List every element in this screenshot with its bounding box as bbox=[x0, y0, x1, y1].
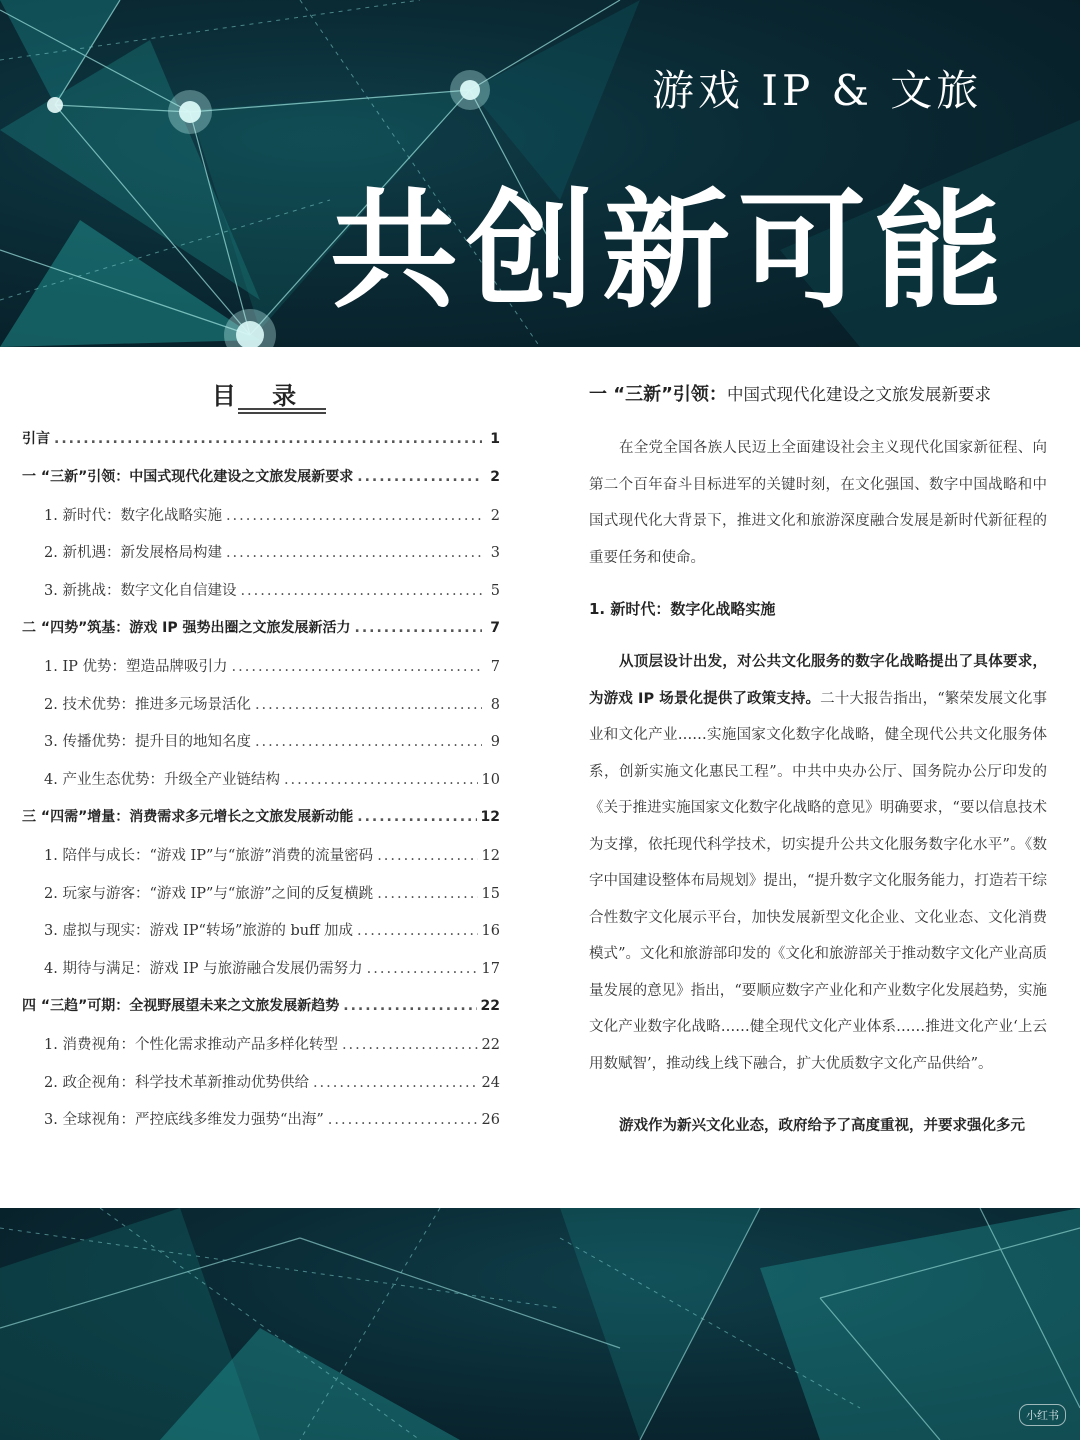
toc-entry-label: 4. 产业生态优势：升级全产业链结构 bbox=[44, 772, 280, 788]
toc-leader-dots bbox=[357, 469, 482, 485]
toc-page-number: 22 bbox=[481, 1037, 500, 1053]
toc-leader-dots bbox=[232, 659, 482, 675]
toc-page-number: 26 bbox=[481, 1112, 500, 1128]
toc-entry-label: 四 “三趋”可期：全视野展望未来之文旅发展新趋势 bbox=[22, 998, 340, 1014]
toc-leader-dots bbox=[226, 545, 482, 561]
toc-leader-dots bbox=[377, 848, 477, 864]
body-paragraph-continued bbox=[589, 1108, 1047, 1145]
toc-leader-dots bbox=[367, 961, 478, 977]
toc-entry-label: 2. 技术优势：推进多元场景活化 bbox=[44, 697, 251, 713]
toc-leader-dots bbox=[313, 1075, 478, 1091]
toc-page-number: 22 bbox=[480, 998, 500, 1014]
toc-page-number: 17 bbox=[481, 961, 500, 977]
body-paragraph bbox=[589, 644, 1047, 1082]
toc-entry-label: 2. 玩家与游客：“游戏 IP”与“旅游”之间的反复横跳 bbox=[44, 886, 374, 902]
toc-section-row[interactable] bbox=[22, 428, 500, 454]
toc-page-number: 8 bbox=[490, 697, 500, 713]
toc-entry-label: 三 “四需”增量：消费需求多元增长之文旅发展新动能 bbox=[22, 809, 354, 825]
body-paragraph-lead: 从顶层设计出发，对公共文化服务的数字化战略提出了具体要求，为游戏 IP 场景化提供了政策支持。 bbox=[589, 654, 1047, 707]
banner-subtitle: 游戏 IP & 文旅 bbox=[652, 66, 983, 115]
section-heading-rest: 中国式现代化建设之文旅发展新要求 bbox=[726, 385, 991, 404]
toc-page-number: 5 bbox=[490, 583, 500, 599]
banner-title: 共创新可能 bbox=[330, 177, 1011, 326]
toc-entry-label: 一 “三新”引领：中国式现代化建设之文旅发展新要求 bbox=[22, 469, 354, 485]
toc-subsection-row[interactable] bbox=[22, 655, 500, 681]
toc-page-number: 12 bbox=[480, 809, 500, 825]
toc-entry-label: 3. 传播优势：提升目的地知名度 bbox=[44, 734, 251, 750]
toc-entry-label: 3. 新挑战：数字文化自信建设 bbox=[44, 583, 237, 599]
toc-subsection-row[interactable] bbox=[22, 504, 500, 530]
toc-leader-dots bbox=[343, 998, 476, 1014]
toc-entry-label: 4. 期待与满足：游戏 IP 与旅游融合发展仍需努力 bbox=[44, 961, 363, 977]
toc-section-row[interactable] bbox=[22, 806, 500, 832]
section-heading bbox=[589, 380, 1049, 406]
toc-subsection-row[interactable] bbox=[22, 693, 500, 719]
body-paragraph-text: 二十大报告指出，“繁荣发展文化事业和文化产业……实施国家文化数字化战略，健全现代公共文化服务体系，创新实施文化惠民工程”。中共中央办公厅、国务院办公厅印发的《关于推进实施国家文化数字化战略的意见》明确要求，“要以信息技术为支撑，依托现代科学技术，切实提升公共文化服务数字化水平”。《数字中国建设整体布局规划》提出，“提升数字文化服务能力，打造若干综合性数字文化展示平台，加快发展新型文化企业、文化业态、文化消费模式”。文化和旅游部印发的《文化和旅游部关于推动数字文化产业高质量发展的意见》指出，“要顺应数字产业化和产业数字化发展趋势，实施文化产业数字化战略……健全现代文化产业体系……推进文化产业‘上云用数赋智’，推动线上线下融合，扩大优质数字文化产品供给”。 bbox=[589, 690, 1047, 1072]
toc-leader-dots bbox=[240, 583, 482, 599]
toc-entry-label: 2. 政企视角：科学技术革新推动优势供给 bbox=[44, 1075, 309, 1091]
toc-leader-dots bbox=[54, 431, 482, 447]
toc-subsection-row[interactable] bbox=[22, 730, 500, 756]
toc-page-number: 7 bbox=[490, 659, 500, 675]
toc-subsection-row[interactable] bbox=[22, 1033, 500, 1059]
toc-entry-label: 3. 全球视角：严控底线多维发力强势“出海” bbox=[44, 1112, 324, 1128]
toc-subsection-row[interactable] bbox=[22, 1108, 500, 1134]
subsection-heading: 1. 新时代：数字化战略实施 bbox=[589, 600, 776, 618]
toc-subsection-row[interactable] bbox=[22, 844, 500, 870]
toc-entry-label: 1. 消费视角：个性化需求推动产品多样化转型 bbox=[44, 1037, 338, 1053]
footer-banner bbox=[0, 1208, 1080, 1440]
toc-leader-dots bbox=[357, 809, 476, 825]
toc-subsection-row[interactable] bbox=[22, 919, 500, 945]
toc-leader-dots bbox=[226, 508, 482, 524]
toc-leader-dots bbox=[255, 734, 482, 750]
body-paragraph-continued-lead: 游戏作为新兴文化业态，政府给予了高度重视，并要求强化多元 bbox=[619, 1118, 1025, 1134]
toc-page-number: 2 bbox=[490, 508, 500, 524]
toc-title: 目 录 bbox=[211, 382, 311, 410]
toc-page-number: 9 bbox=[490, 734, 500, 750]
toc-entry-label: 2. 新机遇：新发展格局构建 bbox=[44, 545, 222, 561]
header-banner bbox=[0, 0, 1080, 347]
toc-leader-dots bbox=[255, 697, 482, 713]
toc-leader-dots bbox=[342, 1037, 478, 1053]
toc-subsection-row[interactable] bbox=[22, 768, 500, 794]
toc-page-number: 2 bbox=[490, 469, 500, 485]
toc-leader-dots bbox=[355, 620, 483, 636]
toc-leader-dots bbox=[377, 886, 477, 902]
toc-leader-dots bbox=[328, 1112, 478, 1128]
toc-page-number: 3 bbox=[490, 545, 500, 561]
network-lines-decoration-bottom bbox=[0, 1208, 1080, 1440]
toc-entry-label: 1. IP 优势：塑造品牌吸引力 bbox=[44, 659, 228, 675]
toc-subsection-row[interactable] bbox=[22, 541, 500, 567]
toc-section-row[interactable] bbox=[22, 466, 500, 492]
toc-page-number: 10 bbox=[481, 772, 500, 788]
toc-leader-dots bbox=[284, 772, 478, 788]
toc-entry-label: 二 “四势”筑基：游戏 IP 强势出圈之文旅发展新活力 bbox=[22, 620, 351, 636]
intro-paragraph: 在全党全国各族人民迈上全面建设社会主义现代化国家新征程、向第二个百年奋斗目标进军的关键时刻，在文化强国、数字中国战略和中国式现代化大背景下，推进文化和旅游深度融合发展是新时代新征程的重要任务和使命。 bbox=[589, 440, 1047, 566]
section-heading-bold: 一 “三新”引领： bbox=[589, 384, 727, 405]
toc-page-number: 16 bbox=[481, 923, 500, 939]
toc-subsection-row[interactable] bbox=[22, 1071, 500, 1097]
toc-page-number: 7 bbox=[490, 620, 500, 636]
toc-entry-label: 1. 陪伴与成长：“游戏 IP”与“旅游”消费的流量密码 bbox=[44, 848, 374, 864]
toc-subsection-row[interactable] bbox=[22, 882, 500, 908]
toc-page-number: 15 bbox=[481, 886, 500, 902]
watermark-badge: 小红书 bbox=[1019, 1404, 1066, 1426]
toc-leader-dots bbox=[357, 923, 478, 939]
toc-section-row[interactable] bbox=[22, 617, 500, 643]
toc-page-number: 24 bbox=[481, 1075, 500, 1091]
toc-subsection-row[interactable] bbox=[22, 957, 500, 983]
toc-page-number: 1 bbox=[490, 431, 500, 447]
toc-entry-label: 引言 bbox=[22, 431, 50, 447]
toc-entry-label: 1. 新时代：数字化战略实施 bbox=[44, 508, 222, 524]
toc-entry-label: 3. 虚拟与现实：游戏 IP“转场”旅游的 buff 加成 bbox=[44, 923, 354, 939]
toc-section-row[interactable] bbox=[22, 995, 500, 1021]
toc-title-underline bbox=[238, 408, 326, 414]
toc-page-number: 12 bbox=[481, 848, 500, 864]
toc-subsection-row[interactable] bbox=[22, 579, 500, 605]
